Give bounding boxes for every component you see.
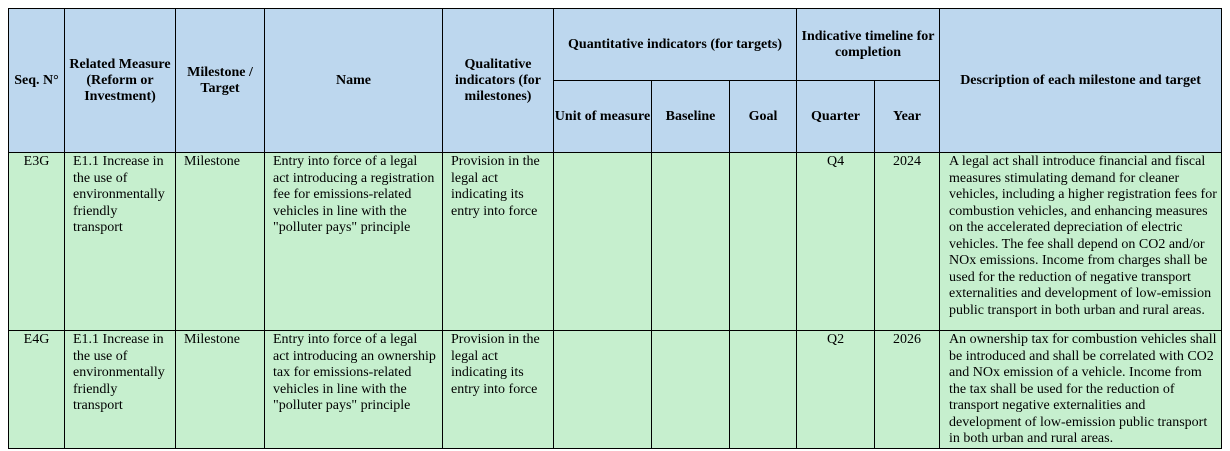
cell-seq: E3G (9, 153, 65, 331)
header-milestone-target: Milestone / Target (176, 9, 265, 153)
cell-quarter: Q4 (797, 153, 875, 331)
cell-description: An ownership tax for combustion vehicles shall be introduced and shall be correlated with CO2 and NOx emission of a vehicle. Income from the tax shall be used for the reduction of transport negative externalities and development of low-emission public transport in both urban and rural areas. (940, 331, 1222, 449)
cell-qualitative-indicator: Provision in the legal act indicating its entry into force (443, 153, 554, 331)
cell-quarter: Q2 (797, 331, 875, 449)
table-row (9, 153, 1222, 331)
cell-related-measure: E1.1 Increase in the use of environmentally friendly transport (65, 153, 176, 331)
cell-goal (730, 153, 797, 331)
header-goal: Goal (730, 81, 797, 153)
milestones-table (8, 8, 1222, 449)
cell-baseline (652, 153, 730, 331)
header-year: Year (875, 81, 940, 153)
header-seq: Seq. N° (9, 9, 65, 153)
header-quarter: Quarter (797, 81, 875, 153)
header-unit-of-measure: Unit of measure (554, 81, 652, 153)
header-indicative-timeline: Indicative timeline for completion (797, 9, 940, 81)
header-name: Name (265, 9, 443, 153)
header-quantitative-indicators: Quantitative indicators (for targets) (554, 9, 797, 81)
header-baseline: Baseline (652, 81, 730, 153)
cell-milestone-target: Milestone (176, 153, 265, 331)
cell-description: A legal act shall introduce financial and fiscal measures stimulating demand for cleaner vehicles, including a higher registration fees for combustion vehicles, and enhancing measures on the accelerated depreciation of electric vehicles. The fee shall depend on CO2 and/or NOx emissions. Income from charges shall be used for the reduction of negative transport externalities and development of low-emission public transport in both urban and rural areas. (940, 153, 1222, 331)
cell-seq: E4G (9, 331, 65, 449)
cell-name: Entry into force of a legal act introducing an ownership tax for emissions-related vehicles in line with the "polluter pays" principle (265, 331, 443, 449)
cell-unit-of-measure (554, 153, 652, 331)
cell-related-measure: E1.1 Increase in the use of environmentally friendly transport (65, 331, 176, 449)
cell-goal (730, 331, 797, 449)
header-qualitative-indicators: Qualitative indicators (for milestones) (443, 9, 554, 153)
header-description: Description of each milestone and target (940, 9, 1222, 153)
cell-year: 2026 (875, 331, 940, 449)
header-row-top (9, 9, 1222, 81)
cell-year: 2024 (875, 153, 940, 331)
cell-milestone-target: Milestone (176, 331, 265, 449)
table-row (9, 331, 1222, 449)
cell-unit-of-measure (554, 331, 652, 449)
cell-qualitative-indicator: Provision in the legal act indicating its entry into force (443, 331, 554, 449)
cell-baseline (652, 331, 730, 449)
cell-name: Entry into force of a legal act introducing a registration fee for emissions-related vehicles in line with the "polluter pays" principle (265, 153, 443, 331)
header-related-measure: Related Measure (Reform or Investment) (65, 9, 176, 153)
